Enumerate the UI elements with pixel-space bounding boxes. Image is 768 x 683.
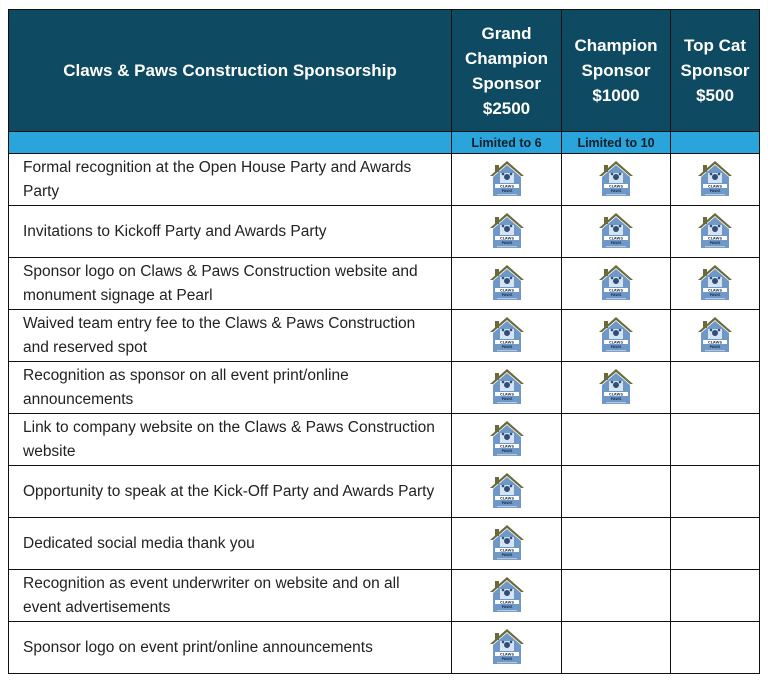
- benefit-cell: [9, 414, 452, 466]
- claws-paws-house-logo-icon: [597, 159, 635, 201]
- sponsorship-table: [8, 9, 760, 674]
- svg-text:CLAWS: CLAWS: [499, 651, 514, 656]
- benefit-row: [9, 622, 760, 674]
- benefit-text: Opportunity to speak at the Kick-Off Party and Awards Party: [23, 482, 435, 500]
- benefit-mark-grand-champion: [452, 310, 562, 362]
- tier-name: Grand Champion Sponsor: [464, 23, 549, 93]
- header-row: [9, 10, 760, 132]
- benefit-mark-top-cat: [671, 622, 760, 674]
- svg-text:PAWS: PAWS: [501, 188, 512, 193]
- benefit-row: [9, 466, 760, 518]
- svg-text:CLAWS: CLAWS: [499, 599, 514, 604]
- benefit-mark-grand-champion: [452, 414, 562, 466]
- benefit-row: [9, 154, 760, 206]
- benefit-cell: [9, 466, 452, 518]
- benefit-mark-top-cat: [671, 154, 760, 206]
- benefit-row: [9, 258, 760, 310]
- svg-text:PAWS: PAWS: [501, 448, 512, 453]
- svg-text:PAWS: PAWS: [501, 240, 512, 245]
- tier-price: $1000: [592, 86, 640, 105]
- benefit-cell: [9, 518, 452, 570]
- benefit-mark-champion: [562, 362, 671, 414]
- benefit-cell: [9, 362, 452, 414]
- benefit-mark-grand-champion: [452, 154, 562, 206]
- svg-text:CLAWS: CLAWS: [499, 495, 514, 500]
- tier-header-top-cat: [671, 10, 760, 132]
- benefit-row: [9, 518, 760, 570]
- claws-paws-house-logo-icon: [488, 367, 526, 409]
- claws-paws-house-logo-icon: [488, 523, 526, 565]
- svg-text:CLAWS: CLAWS: [608, 287, 624, 292]
- svg-text:CLAWS: CLAWS: [499, 391, 514, 396]
- svg-text:PAWS: PAWS: [610, 240, 622, 245]
- claws-paws-house-logo-icon: [696, 263, 734, 305]
- svg-text:PAWS: PAWS: [501, 656, 512, 661]
- svg-text:CLAWS: CLAWS: [499, 339, 514, 344]
- claws-paws-house-logo-icon: [488, 575, 526, 617]
- benefit-text: Invitations to Kickoff Party and Awards Party: [23, 222, 327, 240]
- claws-paws-house-logo-icon: [488, 315, 526, 357]
- benefit-mark-champion: [562, 518, 671, 570]
- svg-text:CLAWS: CLAWS: [707, 287, 723, 292]
- claws-paws-house-logo-icon: [488, 471, 526, 513]
- benefit-mark-champion: [562, 414, 671, 466]
- benefit-text: Waived team entry fee to the Claws & Paws Construction and reserved spot: [23, 314, 416, 356]
- svg-text:CLAWS: CLAWS: [608, 183, 624, 188]
- svg-text:PAWS: PAWS: [610, 344, 622, 349]
- benefit-cell: [9, 622, 452, 674]
- claws-paws-house-logo-icon: [488, 263, 526, 305]
- benefit-mark-grand-champion: [452, 570, 562, 622]
- limit-label-empty: [9, 132, 452, 154]
- benefit-row: [9, 570, 760, 622]
- benefit-cell: [9, 570, 452, 622]
- benefit-mark-grand-champion: [452, 258, 562, 310]
- benefit-text: Dedicated social media thank you: [23, 534, 255, 552]
- claws-paws-house-logo-icon: [696, 159, 734, 201]
- svg-text:CLAWS: CLAWS: [707, 183, 723, 188]
- claws-paws-house-logo-icon: [696, 315, 734, 357]
- benefit-cell: [9, 310, 452, 362]
- benefit-text: Recognition as event underwriter on website and on all event advertisements: [23, 574, 400, 616]
- claws-paws-house-logo-icon: [488, 627, 526, 669]
- svg-text:PAWS: PAWS: [610, 396, 622, 401]
- benefit-row: [9, 206, 760, 258]
- limit-grand-champion: Limited to 6: [452, 132, 562, 154]
- benefit-mark-top-cat: [671, 258, 760, 310]
- claws-paws-house-logo-icon: [488, 419, 526, 461]
- limit-row: [9, 132, 760, 154]
- tier-price: $2500: [482, 98, 531, 118]
- benefit-mark-top-cat: [671, 362, 760, 414]
- claws-paws-house-logo-icon: [597, 211, 635, 253]
- benefit-mark-top-cat: [671, 518, 760, 570]
- svg-text:CLAWS: CLAWS: [499, 547, 514, 552]
- table-title: Claws & Paws Construction Sponsorship: [9, 10, 452, 132]
- benefit-cell: [9, 258, 452, 310]
- limit-top-cat: [671, 132, 760, 154]
- benefit-mark-top-cat: [671, 310, 760, 362]
- benefit-mark-champion: [562, 206, 671, 258]
- benefit-cell: [9, 154, 452, 206]
- benefit-mark-champion: [562, 622, 671, 674]
- benefit-mark-grand-champion: [452, 466, 562, 518]
- benefit-cell: [9, 206, 452, 258]
- svg-text:CLAWS: CLAWS: [499, 235, 514, 240]
- svg-text:PAWS: PAWS: [610, 292, 622, 297]
- svg-text:CLAWS: CLAWS: [707, 235, 723, 240]
- limit-champion: Limited to 10: [562, 132, 671, 154]
- svg-text:PAWS: PAWS: [709, 188, 721, 193]
- benefit-mark-top-cat: [671, 206, 760, 258]
- benefit-row: [9, 362, 760, 414]
- benefit-mark-grand-champion: [452, 622, 562, 674]
- benefit-mark-grand-champion: [452, 518, 562, 570]
- svg-text:PAWS: PAWS: [501, 344, 512, 349]
- svg-text:CLAWS: CLAWS: [499, 287, 514, 292]
- svg-text:PAWS: PAWS: [610, 188, 622, 193]
- claws-paws-house-logo-icon: [488, 159, 526, 201]
- tier-name: Top Cat Sponsor: [680, 36, 750, 80]
- tier-header-grand-champion: [452, 10, 562, 132]
- benefit-mark-champion: [562, 570, 671, 622]
- claws-paws-house-logo-icon: [696, 211, 734, 253]
- benefit-text: Formal recognition at the Open House Party and Awards Party: [23, 158, 412, 200]
- benefit-mark-top-cat: [671, 414, 760, 466]
- svg-text:PAWS: PAWS: [501, 396, 512, 401]
- svg-text:CLAWS: CLAWS: [608, 339, 624, 344]
- tier-name: Champion Sponsor: [574, 36, 658, 80]
- benefit-row: [9, 414, 760, 466]
- benefit-mark-top-cat: [671, 466, 760, 518]
- svg-text:PAWS: PAWS: [709, 240, 721, 245]
- benefit-text: Recognition as sponsor on all event print/online announcements: [23, 366, 349, 408]
- claws-paws-house-logo-icon: [597, 263, 635, 305]
- svg-text:PAWS: PAWS: [709, 292, 721, 297]
- benefit-text: Sponsor logo on Claws & Paws Construction website and monument signage at Pearl: [23, 262, 418, 304]
- svg-text:PAWS: PAWS: [501, 552, 512, 557]
- benefit-mark-top-cat: [671, 570, 760, 622]
- benefit-text: Link to company website on the Claws & Paws Construction website: [23, 418, 435, 460]
- benefit-mark-champion: [562, 154, 671, 206]
- benefit-text: Sponsor logo on event print/online announcements: [23, 638, 373, 656]
- benefit-mark-champion: [562, 466, 671, 518]
- svg-text:CLAWS: CLAWS: [608, 235, 624, 240]
- benefit-mark-champion: [562, 258, 671, 310]
- benefit-mark-grand-champion: [452, 206, 562, 258]
- svg-text:PAWS: PAWS: [501, 292, 512, 297]
- svg-text:CLAWS: CLAWS: [499, 183, 514, 188]
- tier-header-champion: [562, 10, 671, 132]
- svg-text:CLAWS: CLAWS: [499, 443, 514, 448]
- svg-text:PAWS: PAWS: [501, 500, 512, 505]
- tier-price: $500: [696, 86, 734, 105]
- svg-text:CLAWS: CLAWS: [608, 391, 624, 396]
- benefit-mark-grand-champion: [452, 362, 562, 414]
- claws-paws-house-logo-icon: [488, 211, 526, 253]
- benefit-mark-champion: [562, 310, 671, 362]
- svg-text:PAWS: PAWS: [501, 604, 512, 609]
- claws-paws-house-logo-icon: [597, 367, 635, 409]
- svg-text:CLAWS: CLAWS: [707, 339, 723, 344]
- claws-paws-house-logo-icon: [597, 315, 635, 357]
- svg-text:PAWS: PAWS: [709, 344, 721, 349]
- benefit-row: [9, 310, 760, 362]
